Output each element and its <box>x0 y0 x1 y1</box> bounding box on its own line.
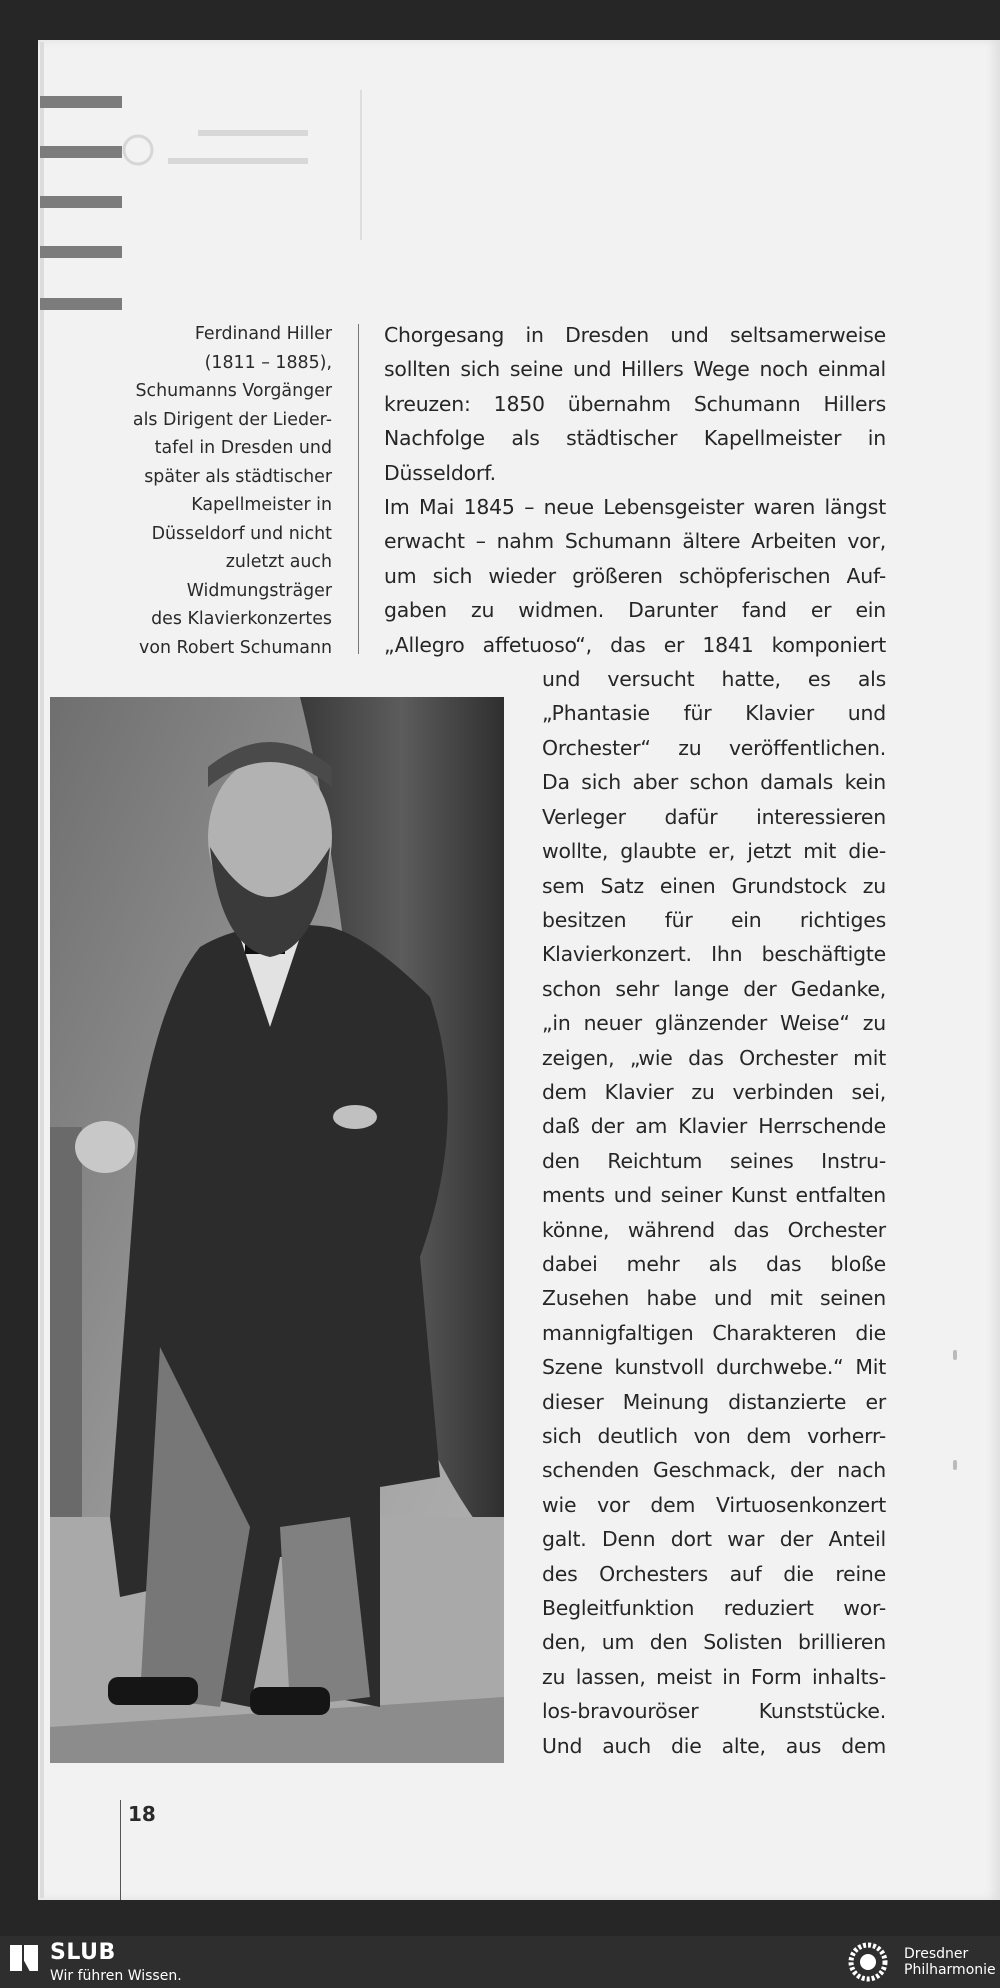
caption-line: Schumanns Vorgänger <box>135 381 332 401</box>
text-line: Und auch die alte, aus dem <box>542 1733 886 1758</box>
text-line: Im Mai 1845 – neue Lebensgeister waren längst <box>384 495 886 520</box>
slub-tagline: Wir führen Wissen. <box>50 1968 182 1984</box>
show-through-logo <box>118 118 318 188</box>
index-tab-marker <box>40 196 122 208</box>
text-line: um sich wieder größeren schöpferischen Auf- <box>384 563 886 588</box>
caption-line: als Dirigent der Lieder- <box>132 409 332 430</box>
text-line: mannigfaltigen Charakteren die <box>542 1320 886 1345</box>
caption-line: Ferdinand Hiller <box>194 324 332 344</box>
text-line: zeigen, „wie das Orchester mit <box>542 1045 886 1070</box>
text-line: Düsseldorf. <box>384 460 496 485</box>
text-line: zu lassen, meist in Form inhalts- <box>542 1664 886 1689</box>
partner-name-line2: Philharmonie <box>904 1962 996 1978</box>
text-line: schon sehr lange der Gedanke, <box>542 976 886 1001</box>
text-line: ments und seiner Kunst entfalten <box>542 1183 886 1208</box>
text-line: des Orchesters auf die reine <box>542 1561 886 1586</box>
caption-line: tafel in Dresden und <box>154 438 332 458</box>
text-line: erwacht – nahm Schumann ältere Arbeiten vor, <box>384 529 886 554</box>
text-line: Zusehen habe und mit seinen <box>542 1286 886 1311</box>
text-line: dieser Meinung distanzierte er <box>542 1389 886 1414</box>
text-line: daß der am Klavier Herrschende <box>542 1114 886 1139</box>
page-number: 18 <box>128 1802 156 1826</box>
text-line: sich deutlich von dem vorherr- <box>542 1424 886 1448</box>
caption-line: Kapellmeister in <box>191 495 332 515</box>
text-line: sollten sich seine und Hillers Wege noch einmal <box>384 357 886 382</box>
index-tab-marker <box>40 146 122 158</box>
binding-marks <box>953 1350 957 1480</box>
index-tab-marker <box>40 96 122 108</box>
text-line: besitzen für ein richtiges <box>542 907 886 932</box>
paragraph-1 <box>384 318 886 490</box>
portrait-photo-ferdinand-hiller <box>50 697 504 1763</box>
page-fold-edge <box>40 42 44 1898</box>
slub-name: SLUB <box>50 1940 116 1965</box>
text-line: galt. Denn dort war der Anteil <box>542 1527 886 1552</box>
text-line: Orchester“ zu veröffentlichen. <box>542 735 886 760</box>
dresdner-philharmonie-logo-icon <box>842 1941 894 1983</box>
text-line: gaben zu widmen. Darunter fand er ein <box>384 598 886 623</box>
text-line: los-bravouröser Kunststücke. <box>542 1699 886 1724</box>
text-line: wollte, glaubte er, jetzt mit die- <box>542 839 886 864</box>
text-line: sem Satz einen Grundstock zu <box>542 873 886 898</box>
photo-caption <box>108 320 332 662</box>
text-line: dabei mehr als das bloße <box>542 1251 886 1276</box>
text-line: „Allegro affetuoso“, das er 1841 komponiert <box>384 632 886 657</box>
text-line: „in neuer glänzender Weise“ zu <box>542 1011 886 1036</box>
caption-line: Widmungsträger <box>186 580 332 601</box>
slub-logo-icon <box>10 1945 38 1971</box>
text-line: Klavierkonzert. Ihn beschäftigte <box>542 942 886 967</box>
caption-line: des Klavierkonzertes <box>151 609 332 629</box>
dresdner-philharmonie-name <box>904 1946 996 1978</box>
partner-name-line1: Dresdner <box>904 1946 969 1962</box>
footer-bar <box>0 1936 1000 1988</box>
text-line: dem Klavier zu verbinden sei, <box>542 1079 886 1104</box>
text-line: Da sich aber schon damals kein <box>542 770 886 795</box>
caption-line: von Robert Schumann <box>139 637 332 658</box>
text-line: kreuzen: 1850 übernahm Schumann Hillers <box>384 391 886 416</box>
show-through-rule <box>360 90 362 240</box>
text-line: könne, während das Orchester <box>542 1217 886 1242</box>
text-line: Begleitfunktion reduziert wor- <box>542 1596 886 1621</box>
text-line: Verleger dafür interessieren <box>542 804 886 829</box>
text-line: den, um den Solisten brillieren <box>542 1630 886 1655</box>
index-tab-marker <box>40 298 122 310</box>
text-line: „Phantasie für Klavier und <box>542 701 886 726</box>
caption-divider <box>358 324 359 654</box>
text-line: den Reichtum seines Instru- <box>542 1148 886 1173</box>
text-line: Nachfolge als städtischer Kapellmeister in <box>384 426 886 451</box>
text-line: Szene kunstvoll durchwebe.“ Mit <box>542 1355 886 1380</box>
text-line: und versucht hatte, es als <box>542 667 886 692</box>
caption-line: später als städtischer <box>144 466 332 487</box>
caption-line: zuletzt auch <box>225 552 332 572</box>
page-number-divider <box>120 1800 121 1900</box>
caption-line: Düsseldorf und nicht <box>151 523 332 544</box>
text-line: Chorgesang in Dresden und seltsamerweise <box>384 323 886 347</box>
text-line: wie vor dem Virtuosenkonzert <box>542 1492 886 1517</box>
text-line: schenden Geschmack, der nach <box>542 1458 886 1483</box>
index-tab-marker <box>40 246 122 258</box>
caption-line: (1811 – 1885), <box>204 352 332 373</box>
